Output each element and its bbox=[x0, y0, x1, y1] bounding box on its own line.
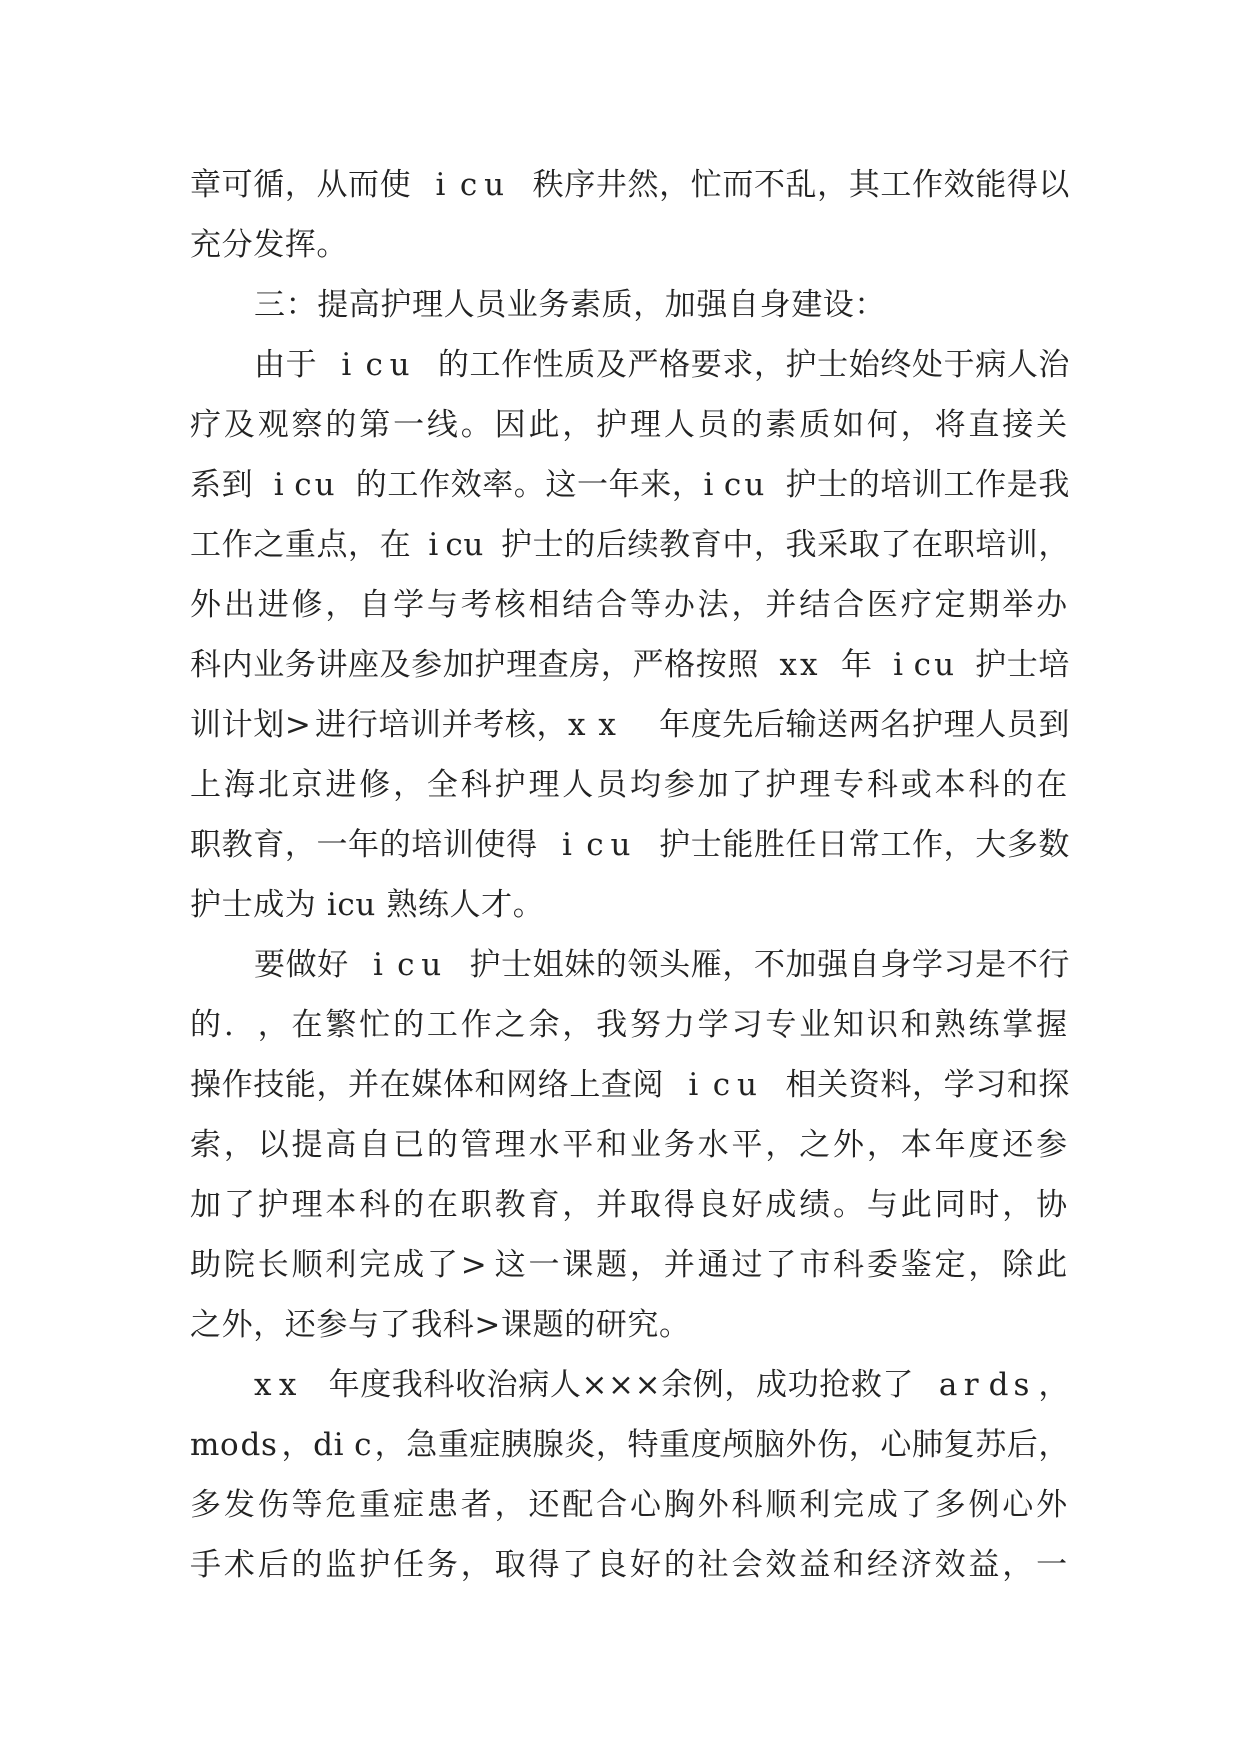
text-line-content: 工 作 之 重 点 ， 在 i c u 护 士 的 后 续 教 育 中 ， 我 采 取 了 在 职 培 训 ， bbox=[190, 527, 1071, 563]
text-line bbox=[190, 635, 1070, 695]
text-line-content: 外 出 进 修 ， 自 学 与 考 核 相 结 合 等 办 法 ， 并 结 合 医 疗 定 期 举 办 bbox=[190, 587, 1068, 623]
text-line-content: x x 年 度 我 科 收 治 病 人 × × × 余 例 ， 成 功 抢 救 了 a r d s ， bbox=[254, 1367, 1070, 1403]
text-line bbox=[190, 1475, 1070, 1535]
text-line-content: 充分发挥。 bbox=[190, 227, 348, 263]
text-line bbox=[190, 515, 1070, 575]
text-line bbox=[190, 1235, 1070, 1295]
text-line bbox=[190, 1535, 1070, 1595]
text-line-content: 由 于 i c u 的 工 作 性 质 及 严 格 要 求 ， 护 士 始 终 处 于 病 人 治 bbox=[254, 347, 1071, 383]
text-line bbox=[190, 575, 1070, 635]
text-line bbox=[190, 1415, 1070, 1475]
text-line bbox=[190, 695, 1070, 755]
text-line bbox=[190, 455, 1070, 515]
text-line bbox=[190, 1355, 1070, 1415]
text-line-content: 助 院 长 顺 利 完 成 了 > 这 一 课 题 ， 并 通 过 了 市 科 委 鉴 定 ， 除 此 bbox=[190, 1247, 1068, 1283]
text-line bbox=[190, 875, 1070, 935]
text-line bbox=[190, 335, 1070, 395]
text-line-content: 疗 及 观 察 的 第 一 线 。 因 此 ， 护 理 人 员 的 素 质 如 何 ， 将 直 接 关 bbox=[190, 407, 1068, 443]
text-line-content: 三：提高护理人员业务素质，加强自身建设： bbox=[254, 287, 886, 323]
text-line-content: 多 发 伤 等 危 重 症 患 者 ， 还 配 合 心 胸 外 科 顺 利 完 成 了 多 例 心 外 bbox=[190, 1487, 1068, 1523]
text-line-content: 系 到 i c u 的 工 作 效 率 。 这 一 年 来 ， i c u 护 士 的 培 训 工 作 是 我 bbox=[190, 467, 1070, 503]
text-line bbox=[190, 1295, 1070, 1355]
text-line-content: 的 . ， 在 繁 忙 的 工 作 之 余 ， 我 努 力 学 习 专 业 知 识 和 熟 练 掌 握 bbox=[190, 1007, 1068, 1043]
text-line bbox=[190, 275, 1070, 335]
text-line-content: 护士成为 icu 熟练人才。 bbox=[190, 887, 545, 923]
text-line-content: 手 术 后 的 监 护 任 务 ， 取 得 了 良 好 的 社 会 效 益 和 经 济 效 益 ， 一 bbox=[190, 1547, 1068, 1583]
text-line-content: 职 教 育 ， 一 年 的 培 训 使 得 i c u 护 士 能 胜 任 日 常 工 作 ， 大 多 数 bbox=[190, 827, 1071, 863]
text-line bbox=[190, 155, 1070, 215]
text-line-content: 章 可 循 ， 从 而 使 i c u 秩 序 井 然 ， 忙 而 不 乱 ， 其 工 作 效 能 得 以 bbox=[190, 167, 1071, 203]
text-line-content: 索 ， 以 提 高 自 已 的 管 理 水 平 和 业 务 水 平 ， 之 外 ， 本 年 度 还 参 bbox=[190, 1127, 1068, 1163]
text-line-content: 之外，还参与了我科>课题的研究。 bbox=[190, 1307, 691, 1343]
text-line bbox=[190, 215, 1070, 275]
text-line-content: 加 了 护 理 本 科 的 在 职 教 育 ， 并 取 得 良 好 成 绩 。 与 此 同 时 ， 协 bbox=[190, 1187, 1068, 1223]
text-line bbox=[190, 995, 1070, 1055]
text-line-content: 上 海 北 京 进 修 ， 全 科 护 理 人 员 均 参 加 了 护 理 专 科 或 本 科 的 在 bbox=[190, 767, 1068, 803]
text-line bbox=[190, 815, 1070, 875]
text-line-content: m o d s ， d i c ， 急 重 症 胰 腺 炎 ， 特 重 度 颅 脑 外 伤 ， 心 肺 复 苏 后 ， bbox=[190, 1427, 1071, 1463]
text-line bbox=[190, 755, 1070, 815]
text-line bbox=[190, 1055, 1070, 1115]
text-line-content: 操 作 技 能 ， 并 在 媒 体 和 网 络 上 查 阅 i c u 相 关 资 料 ， 学 习 和 探 bbox=[190, 1067, 1071, 1103]
text-line bbox=[190, 935, 1070, 995]
text-line bbox=[190, 1115, 1070, 1175]
text-line-content: 科 内 业 务 讲 座 及 参 加 护 理 查 房 ， 严 格 按 照 x x 年 i c u 护 士 培 bbox=[190, 647, 1070, 683]
text-line bbox=[190, 395, 1070, 455]
text-line-content: 要 做 好 i c u 护 士 姐 妹 的 领 头 雁 ， 不 加 强 自 身 学 习 是 不 行 bbox=[254, 947, 1071, 983]
text-line-content: 训 计 划 > 进 行 培 训 并 考 核 ， x x 年 度 先 后 输 送 两 名 护 理 人 员 到 bbox=[190, 707, 1070, 743]
text-line bbox=[190, 1175, 1070, 1235]
document-body bbox=[190, 155, 1070, 1595]
